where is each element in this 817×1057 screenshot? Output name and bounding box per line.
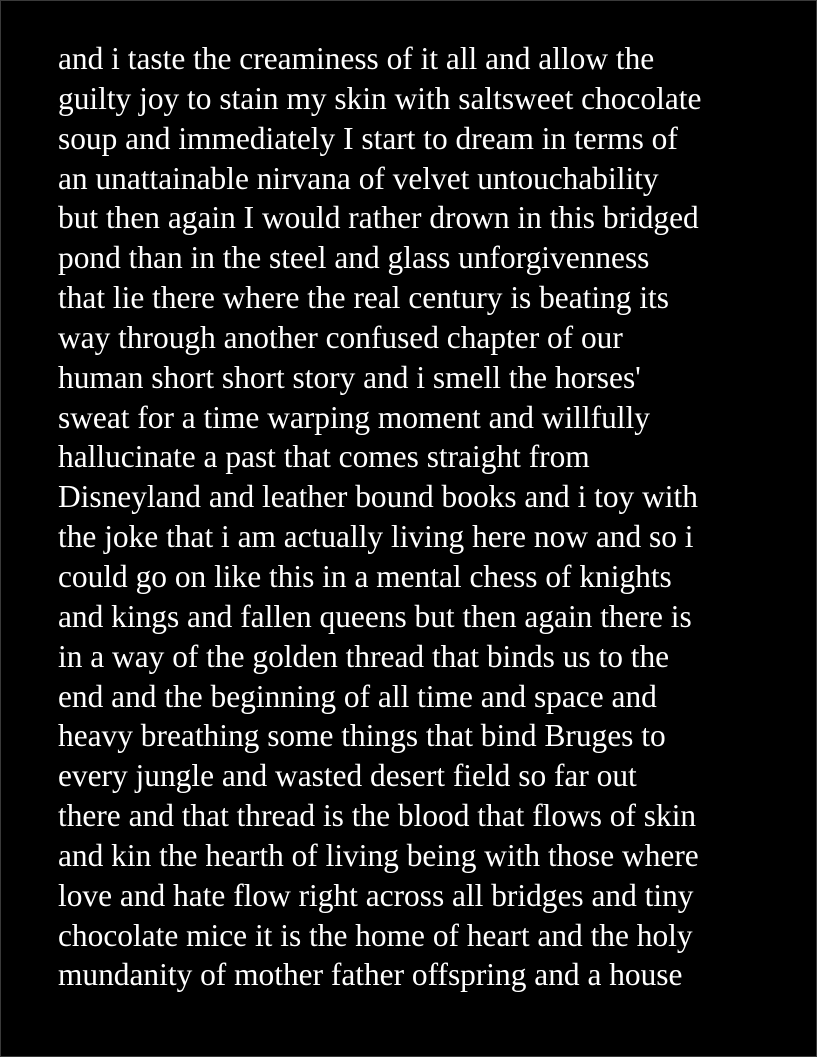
text-line-24: mundanity of mother father offspring and a house <box>58 957 683 993</box>
text-line-18: heavy breathing some things that bind Bruges to <box>58 718 666 754</box>
text-line-6: pond than in the steel and glass unforgivenness <box>58 240 650 276</box>
poem-text-block <box>58 39 798 995</box>
text-line-22: love and hate flow right across all bridges and tiny <box>58 877 694 913</box>
text-line-13: the joke that i am actually living here now and so i <box>58 519 694 555</box>
text-line-3: soup and immediately I start to dream in terms of <box>58 120 678 156</box>
text-line-7: that lie there where the real century is beating its <box>58 280 669 316</box>
text-line-10: sweat for a time warping moment and willfully <box>58 399 650 435</box>
text-line-16: in a way of the golden thread that binds us to the <box>58 638 670 674</box>
text-line-12: Disneyland and leather bound books and i toy with <box>58 479 698 515</box>
text-line-9: human short short story and i smell the horses' <box>58 359 641 395</box>
text-line-4: an unattainable nirvana of velvet untouchability <box>58 160 659 196</box>
text-line-15: and kings and fallen queens but then again there is <box>58 598 692 634</box>
text-line-17: end and the beginning of all time and space and <box>58 678 657 714</box>
text-line-2: guilty joy to stain my skin with saltsweet chocolate <box>58 80 702 116</box>
text-line-11: hallucinate a past that comes straight from <box>58 439 590 475</box>
text-line-20: there and that thread is the blood that flows of skin <box>58 798 697 834</box>
text-line-8: way through another confused chapter of our <box>58 319 623 355</box>
text-line-1: and i taste the creaminess of it all and allow the <box>58 41 655 76</box>
text-line-14: could go on like this in a mental chess of knights <box>58 558 672 594</box>
text-line-19: every jungle and wasted desert field so far out <box>58 758 637 794</box>
text-line-5: but then again I would rather drown in this bridged <box>58 200 699 236</box>
text-line-23: chocolate mice it is the home of heart and the holy <box>58 917 693 953</box>
text-line-21: and kin the hearth of living being with those where <box>58 837 699 873</box>
